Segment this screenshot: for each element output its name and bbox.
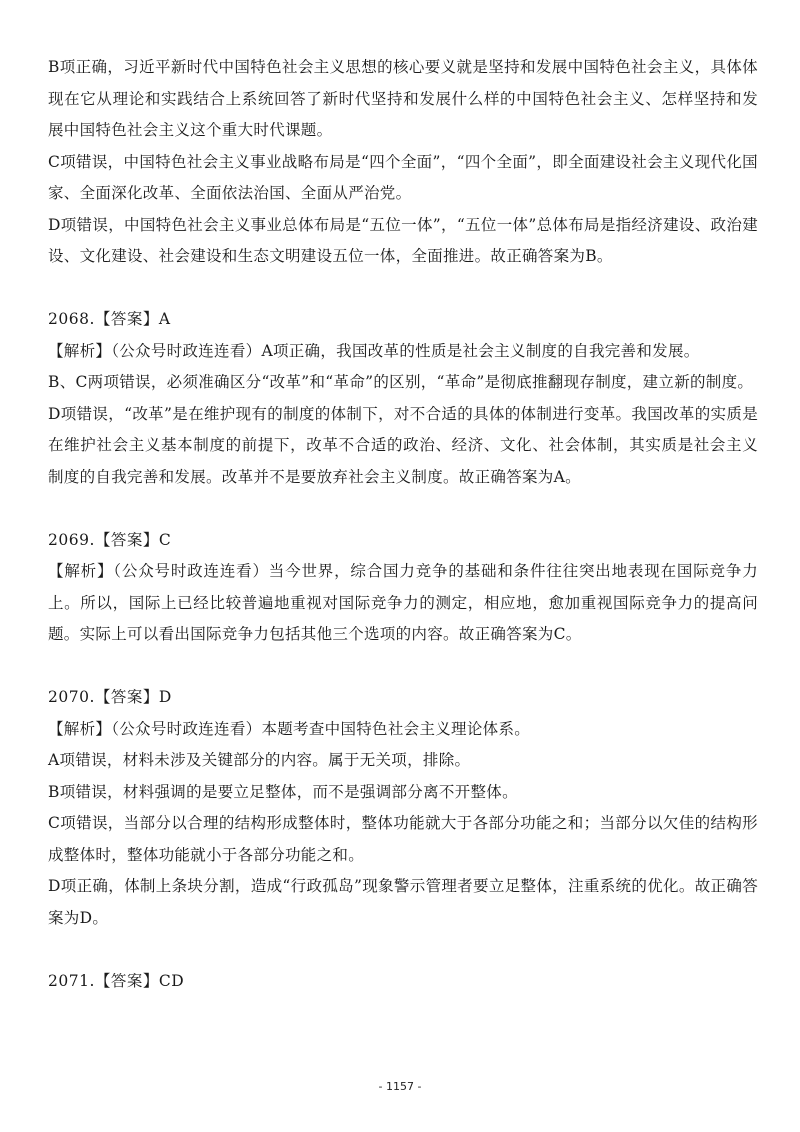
option-d-explanation: D项错误，“改革”是在维护现有的制度的体制下，对不合适的具体的体制进行变革。我国改革的实质是在维护社会主义基本制度的前提下，改革不合适的政治、经济、文化、社会体制，其实质是社会主义制度的自我完善和发展。改革并不是要放弃社会主义制度。故正确答案为A。 [48, 404, 758, 486]
analysis-paragraph: 【解析】（公众号时政连连看）当今世界，综合国力竞争的基础和条件往往突出地表现在国际竞争力上。所以，国际上已经比较普遍地重视对国际竞争力的测定，相应地，愈加重视国际竞争力的提高问题。实际上可以看出国际竞争力包括其他三个选项的内容。故正确答案为C。 [48, 562, 758, 643]
option-d-explanation: D项错误，中国特色社会主义事业总体布局是“五位一体”，“五位一体”总体布局是指经济建设、政治建设、文化建设、社会建设和生态文明建设五位一体，全面推进。故正确答案为B。 [48, 215, 758, 265]
option-bc-explanation: B、C两项错误，必须准确区分“改革”和“革命”的区别，“革命”是彻底推翻现存制度，建立新的制度。 [48, 373, 754, 391]
option-c-explanation: C项错误，中国特色社会主义事业战略布局是“四个全面”，“四个全面”，即全面建设社会主义现代化国家、全面深化改革、全面依法治国、全面从严治党。 [48, 152, 758, 202]
answer-block-2070 [48, 682, 758, 934]
option-a-explanation: A项错误，材料未涉及关键部分的内容。属于无关项，排除。 [48, 751, 471, 769]
answer-heading-2071: 2071.【答案】CD [48, 971, 185, 990]
answer-block-2071 [48, 966, 758, 998]
spacer [48, 934, 758, 966]
page-number: - 1157 - [378, 1080, 422, 1093]
answer-block-2067 [48, 52, 758, 273]
answer-block-2068 [48, 304, 758, 493]
answer-heading-2070: 2070.【答案】D [48, 688, 172, 706]
answer-block-2069 [48, 525, 758, 651]
answer-heading-2068: 2068.【答案】A [48, 310, 171, 328]
spacer [48, 493, 758, 525]
option-b-explanation: B项错误，材料强调的是要立足整体，而不是强调部分离不开整体。 [48, 782, 518, 801]
option-b-explanation: B项正确，习近平新时代中国特色社会主义思想的核心要义就是坚持和发展中国特色社会主义，具体体现在它从理论和实践结合上系统回答了新时代坚持和发展什么样的中国特色社会主义、怎样坚持和发展中国特色社会主义这个重大时代课题。 [48, 58, 758, 139]
spacer [48, 651, 758, 683]
option-c-explanation: C项错误，当部分以合理的结构形成整体时，整体功能就大于各部分功能之和；当部分以欠佳的结构形成整体时，整体功能就小于各部分功能之和。 [48, 814, 758, 864]
answer-heading-2069: 2069.【答案】C [48, 530, 172, 549]
spacer [48, 273, 758, 305]
analysis-paragraph: 【解析】（公众号时政连连看）A项正确，我国改革的性质是社会主义制度的自我完善和发展。 [48, 341, 700, 360]
document-body [48, 52, 758, 997]
option-d-explanation: D项正确，体制上条块分割，造成“行政孤岛”现象警示管理者要立足整体，注重系统的优化。故正确答案为D。 [48, 877, 758, 927]
analysis-paragraph: 【解析】（公众号时政连连看）本题考查中国特色社会主义理论体系。 [48, 719, 531, 738]
